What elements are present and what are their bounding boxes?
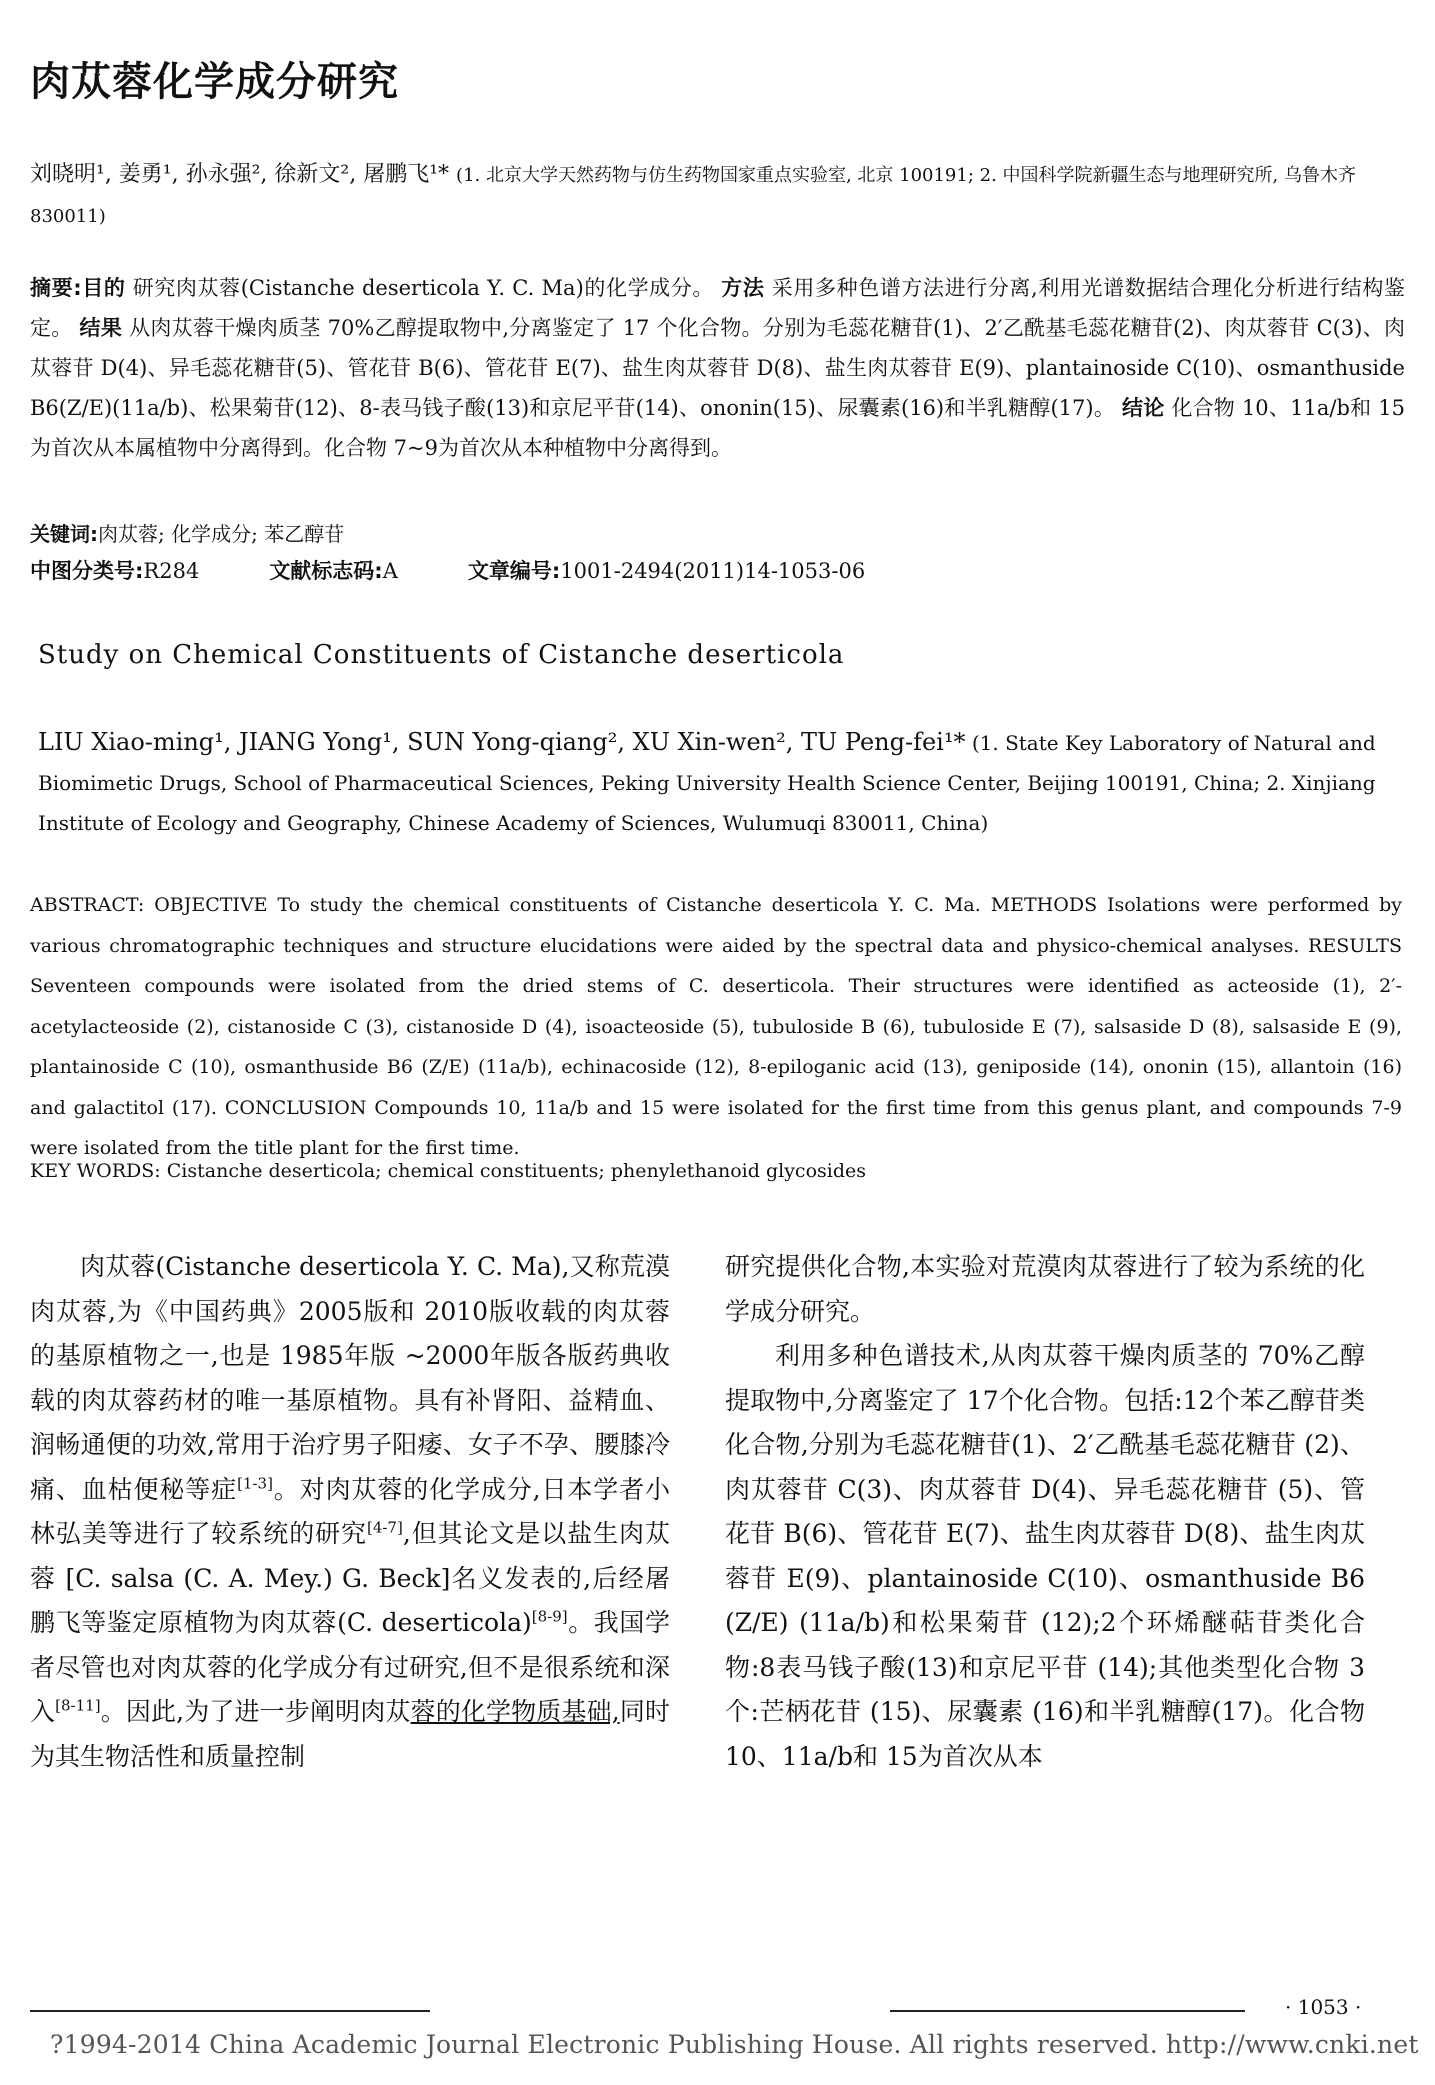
conclusion-label: 结论 xyxy=(1121,396,1165,420)
citation[interactable]: [1-3] xyxy=(237,1474,273,1493)
citation[interactable]: [8-9] xyxy=(531,1607,568,1626)
citation[interactable]: [8-11] xyxy=(55,1696,101,1715)
citation[interactable]: [4-7] xyxy=(366,1518,403,1537)
results-label: 结果 xyxy=(79,316,123,340)
abstract-en xyxy=(30,885,1402,1169)
body-text: 。对肉苁蓉的化学成分,日本学者小林弘美等进行了较系统的研究 xyxy=(30,1474,670,1548)
doc-code xyxy=(269,555,398,585)
clc-label: 中图分类号: xyxy=(30,559,144,583)
body-text: 。因此,为了进一步阐明肉苁 xyxy=(100,1697,411,1726)
paper-title: 肉苁蓉化学成分研究 xyxy=(30,59,399,105)
keywords-en-label: KEY WORDS: xyxy=(30,1160,161,1182)
body-text: 同时为其生物活性和质量控制 xyxy=(30,1697,670,1771)
doc-label: 文献标志码: xyxy=(269,559,383,583)
underlined-text: 蓉的化学物质基础, xyxy=(410,1697,620,1726)
body-text: 。我国学者尽管也对肉苁蓉的化学成分有过研究,但不是很系统和深入 xyxy=(30,1608,670,1726)
clc-code xyxy=(30,555,199,585)
results-en-label: RESULTS xyxy=(1308,934,1402,957)
page-number: · 1053 · xyxy=(1285,1995,1362,2019)
footer-rule-left xyxy=(30,2010,430,2012)
keywords-en-text: Cistanche deserticola; chemical constituents; phenylethanoid glycosides xyxy=(166,1160,866,1182)
methods-en: Isolations were performed by various chromatographic techniques and structure elucidations were aided by the spectral data and physico-chemical analyses. xyxy=(30,894,1402,957)
classification-row xyxy=(30,555,1405,585)
results-en: Seventeen compounds were isolated from the dried stems of C. deserticola. Their structures were identified as acteoside (1), 2′-acetylacteoside (2), cistanoside C (3), cistanoside D (4), isoacteoside (5), tubuloside B (6), tubuloside E (7), salsaside D (8), salsaside E (9), plantainoside C (10), osmanthuside B6 (Z/E) (11a/b), echinacoside (12), 8-epiloganic acid (13), geniposide (14), ononin (15), allantoin (16) and galactitol (17). xyxy=(30,975,1402,1119)
abstract-label: 摘要: xyxy=(30,276,82,300)
abstract-cn xyxy=(30,268,1405,468)
body-column-left xyxy=(30,1245,670,1779)
author-block xyxy=(30,155,1405,237)
objective-text: 研究肉苁蓉(Cistanche deserticola Y. C. Ma)的化学成分。 xyxy=(132,276,714,300)
conclusion-text: 化合物 10、11a/b和 15为首次从本属植物中分离得到。化合物 7~9为首次从本种植物中分离得到。 xyxy=(30,396,1405,460)
objective-label: 目的 xyxy=(81,276,126,300)
method-text: 采用多种色谱方法进行分离,利用光谱数据结合理化分析进行结构鉴定。 xyxy=(30,276,1405,340)
conclusion-en: Compounds 10, 11a/b and 15 were isolated for the first time from this genus plant, and compounds 7-9 were isolated from the title plant for the first time. xyxy=(30,1096,1402,1159)
body-paragraph: 研究提供化合物,本实验对荒漠肉苁蓉进行了较为系统的化学成分研究。 xyxy=(725,1252,1365,1326)
body-text: ,但其论文是以盐生肉苁蓉 [C. salsa (C. A. Mey.) G. Beck]名义发表的,后经屠鹏飞等鉴定原植物为肉苁蓉(C. deserticola) xyxy=(30,1519,670,1637)
methods-en-label: METHODS xyxy=(990,894,1098,916)
keywords-en xyxy=(30,1160,866,1182)
objective-en: To study the chemical constituents of Cistanche deserticola Y. C. Ma. xyxy=(277,894,981,916)
method-label: 方法 xyxy=(721,276,765,300)
body-text: 肉苁蓉(Cistanche deserticola Y. C. Ma),又称荒漠肉苁蓉,为《中国药典》2005版和 2010版收载的肉苁蓉的基原植物之一,也是 1985年版 ~2000年版各版药典收载的肉苁蓉药材的唯一基原植物。具有补肾阳、益精血、润畅通便的功效,常用于治疗男子阳痿、女子不孕、腰膝冷痛、血枯便秘等症 xyxy=(30,1252,670,1504)
conclusion-en-label: CONCLUSION xyxy=(224,1096,367,1119)
author-list-en: LIU Xiao-ming¹, JIANG Yong¹, SUN Yong-qiang², XU Xin-wen², TU Peng-fei¹* xyxy=(38,728,966,756)
abstract-en-label: ABSTRACT: OBJECTIVE xyxy=(30,894,268,916)
author-list-cn: 刘晓明¹, 姜勇¹, 孙永强², 徐新文², 屠鹏飞¹* xyxy=(30,162,450,187)
keywords-label: 关键词: xyxy=(30,522,98,546)
results-text: 从肉苁蓉干燥肉质茎 70%乙醇提取物中,分离鉴定了 17 个化合物。分别为毛蕊花糖苷(1)、2′乙酰基毛蕊花糖苷(2)、肉苁蓉苷 C(3)、肉苁蓉苷 D(4)、异毛蕊花糖苷(5)、管花苷 B(6)、管花苷 E(7)、盐生肉苁蓉苷 D(8)、盐生肉苁蓉苷 E(9)、plantainoside C(10)、osmanthuside B6(Z/E)(11a/b)、松果菊苷(12)、8-表马钱子酸(13)和京尼平苷(14)、ononin(15)、尿囊素(16)和半乳糖醇(17)。 xyxy=(30,316,1405,420)
title-en: Study on Chemical Constituents of Cistanche deserticola xyxy=(38,640,845,670)
copyright-footer: ?1994-2014 China Academic Journal Electronic Publishing House. All rights reserved. http://www.cnki.net xyxy=(50,2030,1419,2059)
author-block-en xyxy=(38,722,1403,843)
intro-paragraph xyxy=(30,1245,670,1779)
doc-value: A xyxy=(382,559,398,583)
keywords-cn xyxy=(30,518,344,547)
body-paragraph: 利用多种色谱技术,从肉苁蓉干燥肉质茎的 70%乙醇提取物中,分离鉴定了 17个化合物。包括:12个苯乙醇苷类化合物,分别为毛蕊花糖苷(1)、2′乙酰基毛蕊花糖苷 (2)、肉苁蓉苷 C(3)、肉苁蓉苷 D(4)、异毛蕊花糖苷 (5)、管花苷 B(6)、管花苷 E(7)、盐生肉苁蓉苷 D(8)、盐生肉苁蓉苷 E(9)、plantainoside C(10)、osmanthuside B6 (Z/E) (11a/b)和松果菊苷 (12);2个环烯醚萜苷类化合物:8表马钱子酸(13)和京尼平苷 (14);其他类型化合物 3个:芒柄花苷 (15)、尿囊素 (16)和半乳糖醇(17)。化合物 10、11a/b和 15为首次从本 xyxy=(725,1341,1365,1771)
body-column-right xyxy=(725,1245,1365,1779)
clc-value: R284 xyxy=(143,559,200,583)
article-number xyxy=(468,555,865,585)
keywords-text: 肉苁蓉; 化学成分; 苯乙醇苷 xyxy=(98,522,345,546)
affiliation-en: (1. State Key Laboratory of Natural and Biomimetic Drugs, School of Pharmaceutical Sciences, Peking University Health Science Center, Beijing 100191, China; 2. Xinjiang Institute of Ecology and Geography, Chinese Academy of Sciences, Wulumuqi 830011, China) xyxy=(38,731,1376,835)
article-value: 1001-2494(2011)14-1053-06 xyxy=(560,559,866,583)
affiliation-cn: (1. 北京大学天然药物与仿生药物国家重点实验室, 北京 100191; 2. 中国科学院新疆生态与地理研究所, 乌鲁木齐 830011) xyxy=(30,165,1356,227)
article-label: 文章编号: xyxy=(467,559,561,583)
footer-rule-right xyxy=(890,2010,1245,2012)
